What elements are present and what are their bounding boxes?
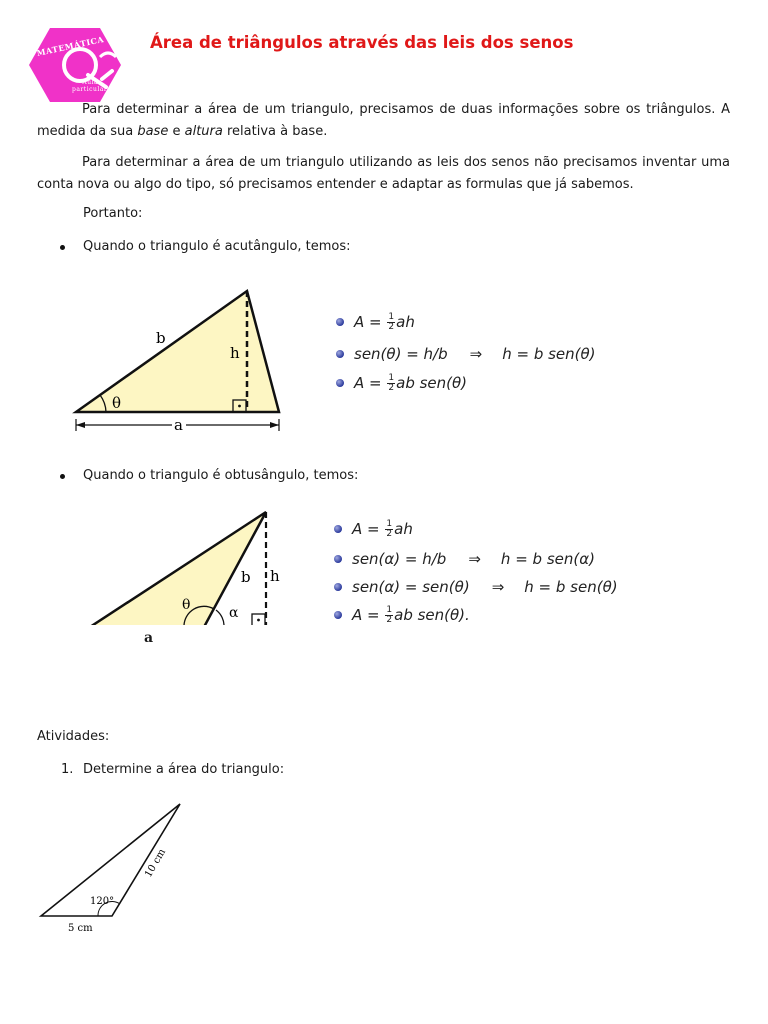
half-fraction: [385, 606, 393, 625]
implies-arrow-icon: ⇒: [469, 345, 483, 363]
obtuse-f2-rhs: h = b sen(α): [500, 550, 595, 568]
paragraph-2: [37, 152, 730, 196]
obtuse-label-a: a: [144, 630, 154, 646]
half-num: 1: [386, 605, 393, 615]
acute-label-h: h: [230, 344, 240, 362]
obtuse-f1-lhs: A =: [352, 520, 380, 538]
half-den: 2: [386, 615, 393, 625]
implies-arrow-icon: ⇒: [491, 578, 505, 596]
obtuse-label-alpha: α: [229, 605, 239, 621]
obtuse-formula-4: [334, 606, 470, 625]
obtuse-f4-lhs: A =: [352, 606, 380, 624]
half-num: 1: [388, 373, 395, 383]
half-den: 2: [386, 529, 393, 539]
logo-bottom-text: Aulas particulares: [72, 79, 115, 93]
acute-label-theta: θ: [112, 394, 122, 412]
acute-label-a: a: [174, 416, 183, 434]
portanto-label: Portanto:: [83, 206, 143, 221]
formula-bullet-icon: [336, 379, 344, 387]
acute-f1-rhs: ah: [396, 313, 415, 331]
bullet-acute-text: Quando o triangulo é acutângulo, temos:: [83, 239, 351, 254]
obtuse-triangle-figure: [84, 510, 284, 625]
half-den: 2: [388, 383, 395, 393]
bullet-dot: [60, 245, 65, 250]
activity-angle-label: 120°: [90, 896, 115, 907]
implies-arrow-icon: ⇒: [468, 550, 481, 568]
obtuse-f3-lhs: sen(α) = sen(θ): [352, 578, 470, 596]
acute-f1-lhs: A =: [354, 313, 382, 331]
acute-label-b: b: [156, 329, 166, 347]
activity-triangle-figure: [36, 800, 186, 935]
formula-bullet-icon: [336, 350, 344, 358]
acute-f2-lhs: sen(θ) = h/b: [354, 345, 448, 363]
paragraph-1: [37, 99, 730, 143]
half-fraction: [385, 520, 393, 539]
page-title: Área de triângulos através das leis dos senos: [150, 33, 574, 52]
bullet-dot: [60, 474, 65, 479]
paragraph-2-text: Para determinar a área de um triangulo utilizando as leis dos senos não precisamos inventar uma conta nova ou algo do tipo, só precisamos entender e adaptar as formulas que já sabemos.: [37, 155, 730, 192]
paragraph-1-base: base: [137, 124, 169, 139]
paragraph-1-altura: altura: [184, 124, 223, 139]
acute-f3-rhs: ab sen(θ): [396, 374, 468, 392]
formula-bullet-icon: [336, 318, 344, 326]
obtuse-f2-lhs: sen(α) = h/b: [352, 550, 447, 568]
formula-bullet-icon: [334, 583, 342, 591]
obtuse-f4-rhs: ab sen(θ).: [394, 606, 470, 624]
activities-heading: Atividades:: [37, 729, 110, 744]
half-num: 1: [386, 519, 393, 529]
activity-1-number: 1.: [61, 762, 74, 777]
bullet-obtuse-text: Quando o triangulo é obtusângulo, temos:: [83, 468, 359, 483]
acute-formula-3: [336, 374, 467, 393]
obtuse-label-b: b: [241, 568, 251, 586]
activity-side-label: 10 cm: [143, 847, 169, 880]
half-den: 2: [388, 322, 395, 332]
formula-bullet-icon: [334, 525, 342, 533]
paragraph-1-conj: e: [168, 124, 185, 139]
obtuse-f1-rhs: ah: [394, 520, 413, 538]
acute-formula-2: [336, 345, 596, 363]
acute-f3-lhs: A =: [354, 374, 382, 392]
half-fraction: [387, 374, 395, 393]
activity-base-label: 5 cm: [68, 923, 93, 934]
obtuse-label-theta: θ: [182, 597, 191, 613]
logo-top-text: MATEMÁTICA: [35, 33, 105, 59]
obtuse-f3-rhs: h = b sen(θ): [524, 578, 618, 596]
half-num: 1: [388, 312, 395, 322]
paragraph-1-end: relativa à base.: [222, 124, 328, 139]
acute-triangle-figure: [70, 285, 285, 435]
activity-1-text: Determine a área do triangulo:: [83, 762, 285, 777]
acute-f2-rhs: h = b sen(θ): [502, 345, 596, 363]
obtuse-formula-1: [334, 520, 413, 539]
obtuse-formula-3: [334, 578, 618, 596]
half-fraction: [387, 313, 395, 332]
formula-bullet-icon: [334, 611, 342, 619]
obtuse-label-h: h: [270, 567, 280, 585]
logo: [28, 27, 122, 103]
formula-bullet-icon: [334, 555, 342, 563]
acute-formula-1: [336, 313, 415, 332]
obtuse-formula-2: [334, 550, 595, 568]
paragraph-1-text: Para determinar a área de um triangulo, precisamos de duas informações sobre os triângulos. A medida da sua: [37, 102, 730, 139]
